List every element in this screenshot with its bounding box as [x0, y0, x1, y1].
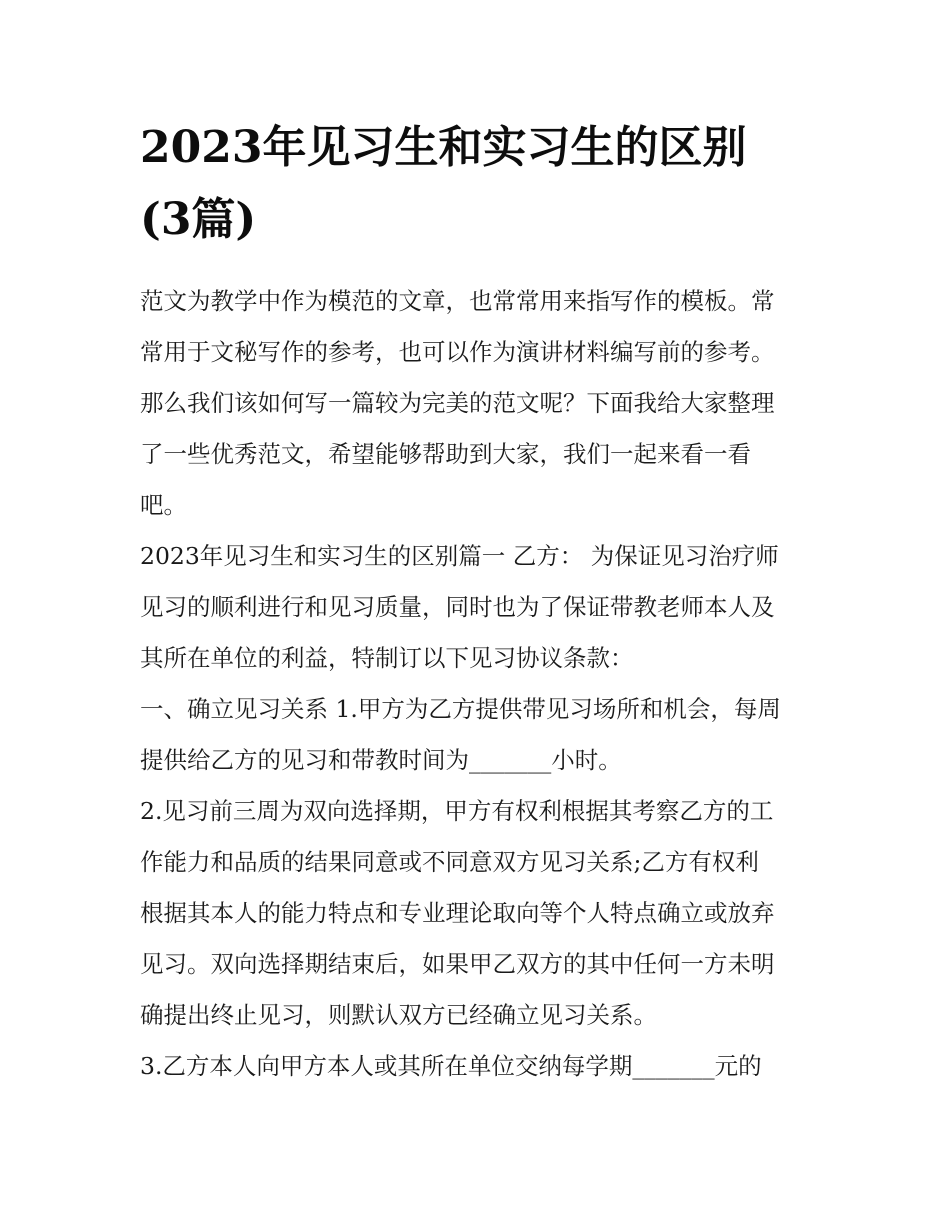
paragraph-clause-3 [140, 1041, 820, 1092]
text-line: 了一些优秀范文，希望能够帮助到大家，我们一起来看一看 [140, 440, 751, 468]
paragraph-intro [140, 276, 820, 531]
paragraph-clause-1 [140, 684, 820, 786]
text-line: 吧。 [140, 491, 187, 519]
text-line: 确提出终止见习，则默认双方已经确立见习关系。 [140, 1001, 657, 1029]
text-line: 常用于文秘写作的参考，也可以作为演讲材料编写前的参考。 [140, 338, 775, 366]
text-line: 那么我们该如何写一篇较为完美的范文呢？下面我给大家整理 [140, 389, 775, 417]
text-line: 提供给乙方的见习和带教时间为_______小时。 [140, 746, 622, 774]
text-line: 3.乙方本人向甲方本人或其所在单位交纳每学期_______元的 [140, 1052, 762, 1080]
text-line: 作能力和品质的结果同意或不同意双方见习关系;乙方有权利 [140, 848, 759, 876]
text-line: 见习的顺利进行和见习质量，同时也为了保证带教老师本人及 [140, 593, 775, 621]
text-line: 见习。双向选择期结束后，如果甲乙双方的其中任何一方未明 [140, 950, 775, 978]
text-line: 2023年见习生和实习生的区别篇一 乙方： 为保证见习治疗师 [140, 542, 779, 570]
document-title [140, 112, 820, 256]
text-line: 其所在单位的利益，特制订以下见习协议条款： [140, 644, 634, 672]
title-line: (3篇) [140, 194, 257, 245]
paragraph-agreement-preamble [140, 531, 820, 684]
text-line: 2.见习前三周为双向选择期，甲方有权利根据其考察乙方的工 [140, 797, 774, 825]
document-body [140, 276, 820, 1092]
text-line: 一、确立见习关系 1.甲方为乙方提供带见习场所和机会，每周 [140, 695, 781, 723]
paragraph-clause-2 [140, 786, 820, 1041]
text-line: 根据其本人的能力特点和专业理论取向等个人特点确立或放弃 [140, 899, 775, 927]
text-line: 范文为教学中作为模范的文章，也常常用来指写作的模板。常 [140, 287, 775, 315]
title-line: 2023年见习生和实习生的区别 [140, 122, 747, 173]
